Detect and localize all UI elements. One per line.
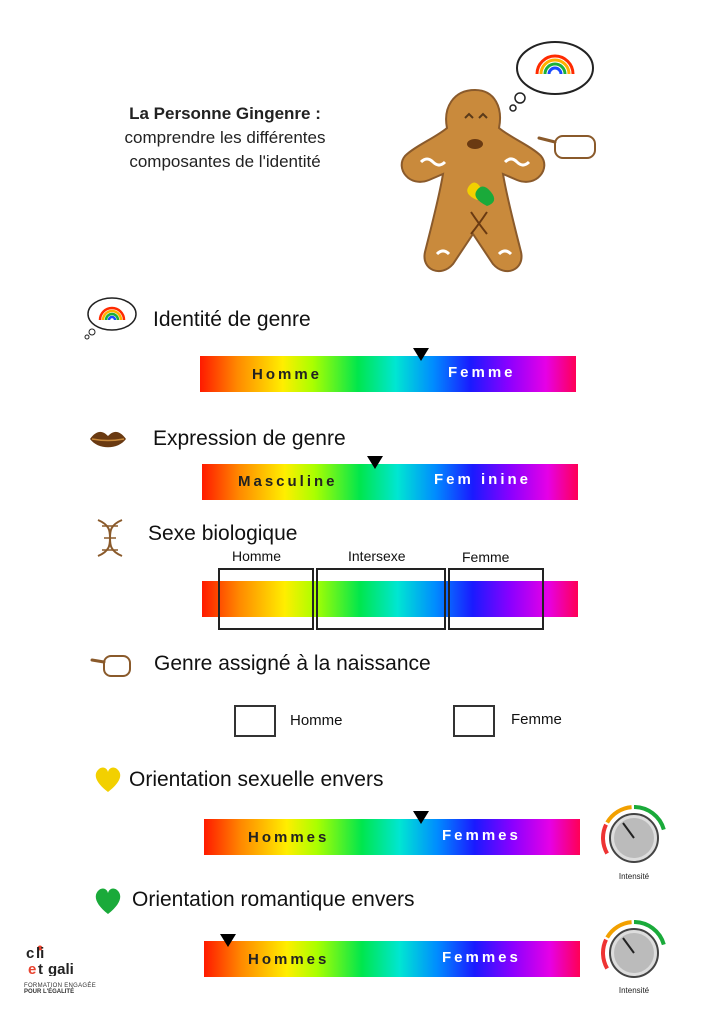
checkbox-label-homme: Homme	[290, 712, 343, 729]
title-bold-line: La Personne Gingenre :	[129, 104, 321, 123]
identite-left-label: Homme	[252, 366, 323, 383]
logo-line-1: FORMATION ENGAGÉE	[24, 983, 96, 989]
logo	[24, 944, 124, 995]
expression-marker[interactable]	[367, 456, 383, 469]
svg-text:c: c	[26, 945, 35, 962]
svg-text:li: li	[36, 945, 45, 962]
logo-line-2: POUR L'ÉGALITÉ	[24, 989, 75, 995]
sexuelle-left-label: Hommes	[248, 829, 330, 846]
intensity-label-romantique: Intensité	[618, 986, 650, 995]
heading-genre-assigne: Genre assigné à la naissance	[154, 652, 431, 675]
heading-identite-genre: Identité de genre	[153, 308, 311, 331]
svg-text:gali: gali	[48, 961, 74, 976]
identite-marker[interactable]	[413, 348, 429, 361]
gingerbread-body	[402, 90, 545, 271]
sexe-box-intersexe[interactable]	[316, 568, 446, 630]
romantique-marker[interactable]	[220, 934, 236, 947]
intensity-knob-sexuelle[interactable]	[601, 805, 667, 871]
checkbox-homme[interactable]	[234, 705, 276, 737]
romantique-spectrum-bar	[204, 941, 580, 977]
sexe-box-femme[interactable]	[448, 568, 544, 630]
heading-orientation-romantique: Orientation romantique envers	[132, 888, 415, 911]
identite-spectrum-bar	[200, 356, 576, 392]
pointing-hand-icon	[539, 136, 595, 158]
yellow-heart-icon	[93, 766, 123, 794]
intensity-knob-romantique[interactable]	[601, 920, 667, 986]
romantique-left-label: Hommes	[248, 951, 330, 968]
thought-cloud-icon	[510, 42, 593, 111]
svg-text:e: e	[28, 961, 37, 976]
expression-spectrum-bar	[202, 464, 578, 500]
heading-orientation-sexuelle: Orientation sexuelle envers	[129, 768, 384, 791]
thought-cloud-rainbow-icon	[82, 294, 138, 340]
pointing-hand-icon	[90, 652, 134, 680]
sexe-box-homme[interactable]	[218, 568, 314, 630]
intensity-label-sexuelle: Intensité	[618, 872, 650, 881]
heading-sexe-biologique: Sexe biologique	[148, 522, 298, 545]
page-title	[60, 102, 390, 174]
title-line-2: comprendre les différentes	[124, 128, 326, 147]
heading-expression-genre: Expression de genre	[153, 427, 346, 450]
green-heart-icon	[93, 886, 123, 916]
sexe-label-homme: Homme	[232, 548, 282, 564]
sexuelle-right-label: Femmes	[442, 827, 521, 844]
sexe-label-femme: Femme	[462, 549, 510, 565]
svg-text:t: t	[38, 961, 43, 976]
checkbox-femme[interactable]	[453, 705, 495, 737]
sexuelle-marker[interactable]	[413, 811, 429, 824]
identite-right-label: Femme	[448, 364, 516, 381]
cali-et-gali-logo	[24, 944, 104, 976]
expression-left-label: Masculine	[238, 473, 338, 490]
title-line-3: composantes de l'identité	[129, 152, 321, 171]
gingerbread-illustration	[395, 28, 610, 288]
dna-icon	[92, 516, 128, 560]
lips-icon	[88, 428, 128, 450]
romantique-right-label: Femmes	[442, 949, 521, 966]
sexuelle-spectrum-bar	[204, 819, 580, 855]
sexe-label-intersexe: Intersexe	[348, 548, 406, 564]
checkbox-label-femme: Femme	[511, 711, 562, 728]
expression-right-label: Fem inine	[434, 471, 532, 488]
